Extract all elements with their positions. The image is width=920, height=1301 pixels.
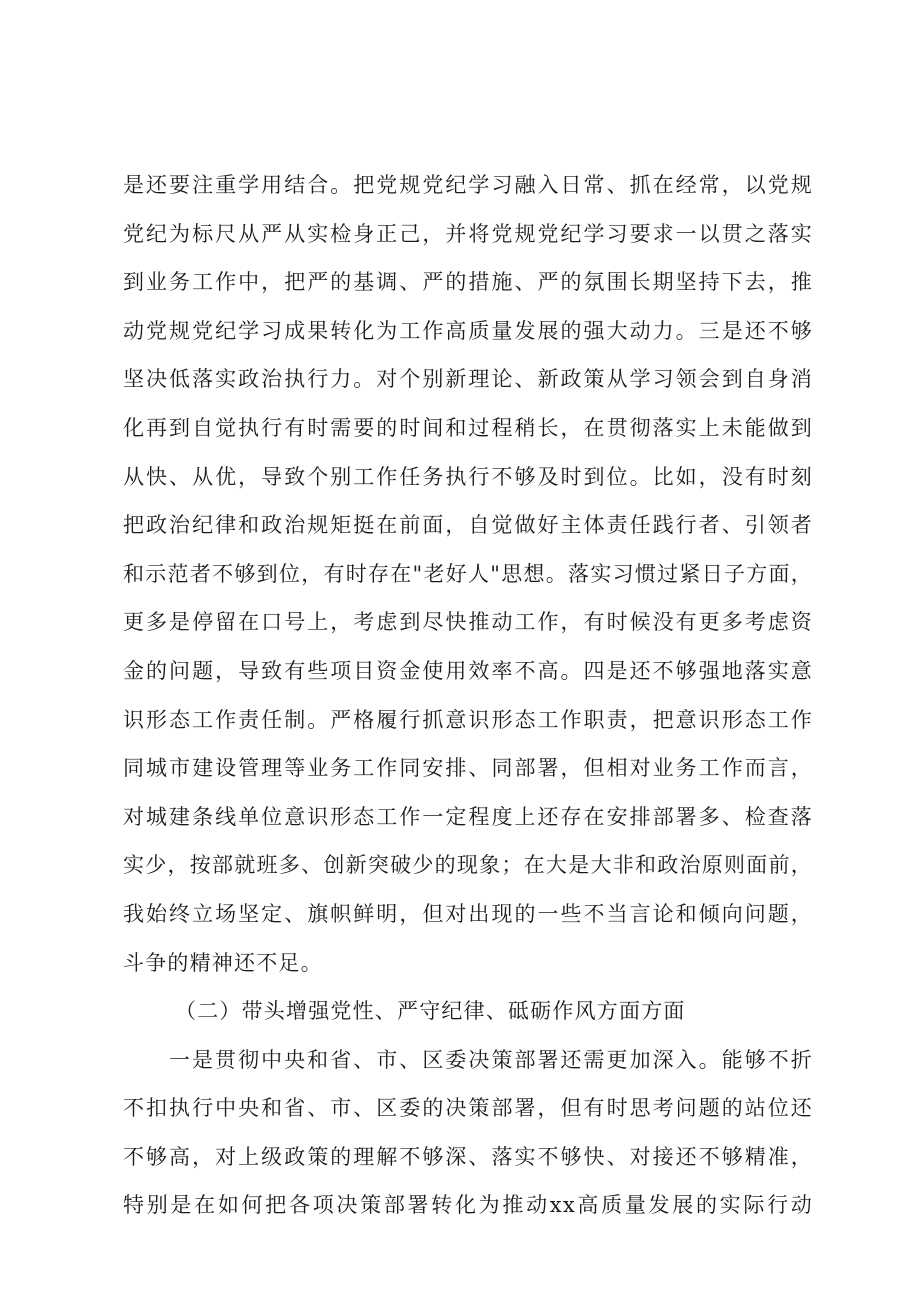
text-line: 同城市建设管理等业务工作同安排、同部署，但相对业务工作而言， [123,756,813,781]
text-line: 和示范者不够到位，有时存在"老好人"思想。落实习惯过紧日子方面， [123,561,813,586]
text-line: 特别是在如何把各项决策部署转化为推动xx高质量发展的实际行动 [123,1193,813,1218]
text-line: 对城建条线单位意识形态工作一定程度上还存在安排部署多、检查落 [123,804,813,829]
text-line: 从快、从优，导致个别工作任务执行不够及时到位。比如，没有时刻 [123,464,813,489]
text-line: 实少，按部就班多、创新突破少的现象；在大是大非和政治原则面前， [123,853,813,878]
text-line: 党纪为标尺从严从实检身正己，并将党规党纪学习要求一以贯之落实 [123,221,813,246]
text-line: 金的问题，导致有些项目资金使用效率不高。四是还不够强地落实意 [123,658,813,683]
text-line: 斗争的精神还不足。 [123,950,323,975]
text-line: 更多是停留在口号上，考虑到尽快推动工作，有时候没有更多考虑资 [123,610,813,635]
text-line: 坚决低落实政治执行力。对个别新理论、新政策从学习领会到自身消 [123,367,813,392]
text-line: 一是贯彻中央和省、市、区委决策部署还需更加深入。能够不折 [169,1047,813,1072]
document-body [123,161,813,1230]
text-line: 是还要注重学用结合。把党规党纪学习融入日常、抓在经常，以党规 [123,173,813,197]
text-line: 动党规党纪学习成果转化为工作高质量发展的强大动力。三是还不够 [123,318,813,343]
text-line: 识形态工作责任制。严格履行抓意识形态工作职责，把意识形态工作 [123,707,813,732]
text-line: 化再到自觉执行有时需要的时间和过程稍长，在贯彻落实上未能做到 [123,415,813,440]
text-line: 把政治纪律和政治规矩挺在前面，自觉做好主体责任践行者、引领者 [123,513,813,538]
text-line: 到业务工作中，把严的基调、严的措施、严的氛围长期坚持下去，推 [123,270,813,295]
paragraph-1 [123,161,813,987]
text-line: 我始终立场坚定、旗帜鲜明，但对出现的一些不当言论和倾向问题， [123,901,813,926]
text-line: 不够高，对上级政策的理解不够深、落实不够快、对接还不够精准， [123,1144,813,1169]
paragraph-2 [123,1036,813,1230]
text-line: 不扣执行中央和省、市、区委的决策部署，但有时思考问题的站位还 [123,1096,813,1121]
section-heading: （二）带头增强党性、严守纪律、砥砺作风方面方面 [175,999,686,1024]
